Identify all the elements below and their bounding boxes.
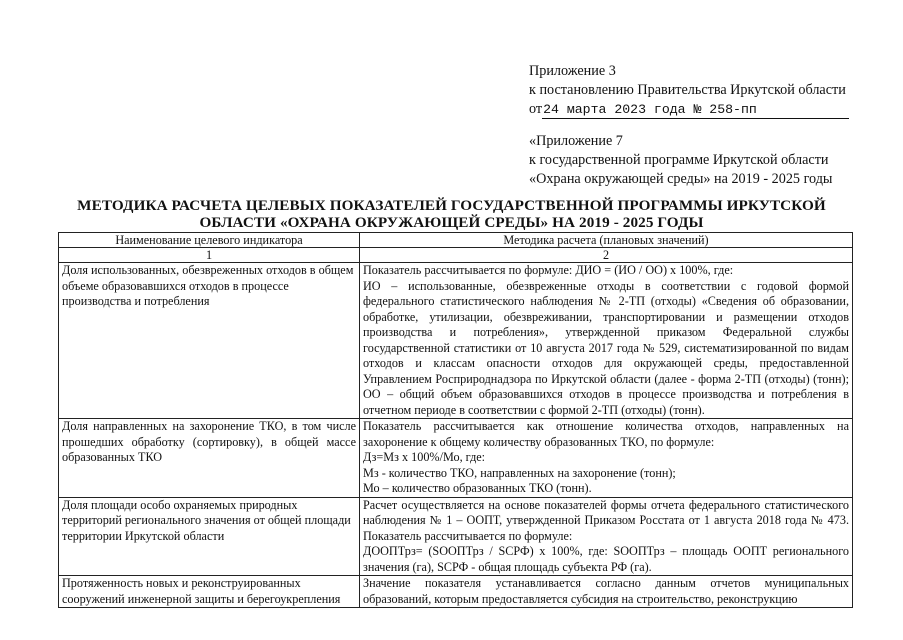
table-row bbox=[59, 497, 853, 576]
document-title-line-2: ОБЛАСТИ «ОХРАНА ОКРУЖАЮЩЕЙ СРЕДЫ» НА 2019 - 2025 ГОДЫ bbox=[199, 214, 704, 231]
indicator-name: Протяженность новых и реконструированных сооружений инженерной защиты и берегоукрепления bbox=[59, 576, 360, 608]
method-paragraph: Показатель рассчитывается по формуле: ДИО = (ИО / ОО) x 100%, где: bbox=[363, 263, 734, 277]
method-paragraph: ИО – использованные, обезвреженные отходы в соответствии с годовой формой федерального статистического наблюдения № 2-ТП (отходы) «Сведения об образовании, обработке, утилизации, обезвреживании, транспортировании и размещении отходов производства и потребления», утвержденной приказом Федеральной службы государственной статистики от 10 августа 2017 года № 529, систематизированной по видам отходов и классам опасности отходов для окружающей среды, предоставленной Управлением Росприроднадзора по Иркутской области (далее - форма 2-ТП (отходы) (тонн); ОО – общий объем образовавшихся отходов в процессе производства и потребления в отчетном периоде в соответствии с формой 2-ТП (отходы) (тонн). bbox=[363, 278, 849, 417]
date-prefix: от bbox=[529, 101, 543, 117]
calculation-method bbox=[360, 263, 853, 419]
column-number-1: 1 bbox=[59, 248, 360, 263]
resolution-date: 24 марта 2023 года № 258-пп bbox=[542, 102, 849, 119]
method-paragraph: Мз - количество ТКО, направленных на захоронение (тонн); bbox=[363, 465, 676, 480]
table-row bbox=[59, 263, 853, 419]
appendix-7-block bbox=[529, 132, 832, 189]
indicator-name: Доля площади особо охраняемых природных территорий регионального значения от общей площади территории Иркутской области bbox=[59, 497, 360, 576]
method-paragraph: Расчет осуществляется на основе показателей формы отчета федерального статистического наблюдения № 1 – ООПТ, утвержденной Приказом Росстата от 1 августа 2018 года № 473. Показатель рассчитывается по формуле: bbox=[363, 497, 849, 543]
calculation-method bbox=[360, 576, 853, 608]
table-column-numbers-row bbox=[59, 248, 853, 263]
table-header-row bbox=[59, 233, 853, 248]
method-paragraph: Дз=Мз x 100%/Мо, где: bbox=[363, 450, 486, 464]
appendix-3-title: Приложение 3 bbox=[529, 63, 616, 79]
method-paragraph: ДООПТрз= (SООПТрз / SСРФ) x 100%, где: SООПТрз – площадь ООПТ регионального значения (га), SСРФ - общая площадь субъекта РФ (га). bbox=[363, 544, 849, 574]
header-calculation-method: Методика расчета (плановых значений) bbox=[360, 233, 853, 248]
method-paragraph: Значение показателя устанавливается согласно данным отчетов муниципальных образований, которым предоставляется субсидия на строительство, реконструкцию bbox=[363, 576, 849, 606]
table-row bbox=[59, 576, 853, 608]
header-indicator-name: Наименование целевого индикатора bbox=[59, 233, 360, 248]
calculation-method bbox=[360, 497, 853, 576]
appendix-7-program-name: «Охрана окружающей среды» на 2019 - 2025 годы bbox=[529, 171, 833, 187]
indicator-name: Доля направленных на захоронение ТКО, в том числе прошедших обработку (сортировку), в общей массе образованных ТКО bbox=[59, 419, 360, 498]
appendix-3-date-line bbox=[529, 100, 849, 119]
appendix-7-program: к государственной программе Иркутской области bbox=[529, 152, 829, 168]
method-paragraph: Показатель рассчитывается как отношение количества отходов, направленных на захоронение к общему количеству образованных ТКО, по формуле: bbox=[363, 419, 849, 449]
document-title-line-1: МЕТОДИКА РАСЧЕТА ЦЕЛЕВЫХ ПОКАЗАТЕЛЕЙ ГОСУДАРСТВЕННОЙ ПРОГРАММЫ ИРКУТСКОЙ bbox=[77, 197, 826, 214]
column-number-2: 2 bbox=[360, 248, 853, 263]
appendix-3-resolution: к постановлению Правительства Иркутской области bbox=[529, 82, 846, 98]
indicator-name: Доля использованных, обезвреженных отходов в общем объеме образовавшихся отходов в процессе производства и потребления bbox=[59, 263, 360, 419]
appendix-3-block bbox=[529, 62, 849, 119]
indicators-table bbox=[58, 232, 853, 608]
calculation-method bbox=[360, 419, 853, 498]
method-paragraph: Мо – количество образованных ТКО (тонн). bbox=[363, 481, 592, 495]
document-title bbox=[40, 197, 863, 231]
appendix-7-title: «Приложение 7 bbox=[529, 133, 623, 149]
table-row bbox=[59, 419, 853, 498]
